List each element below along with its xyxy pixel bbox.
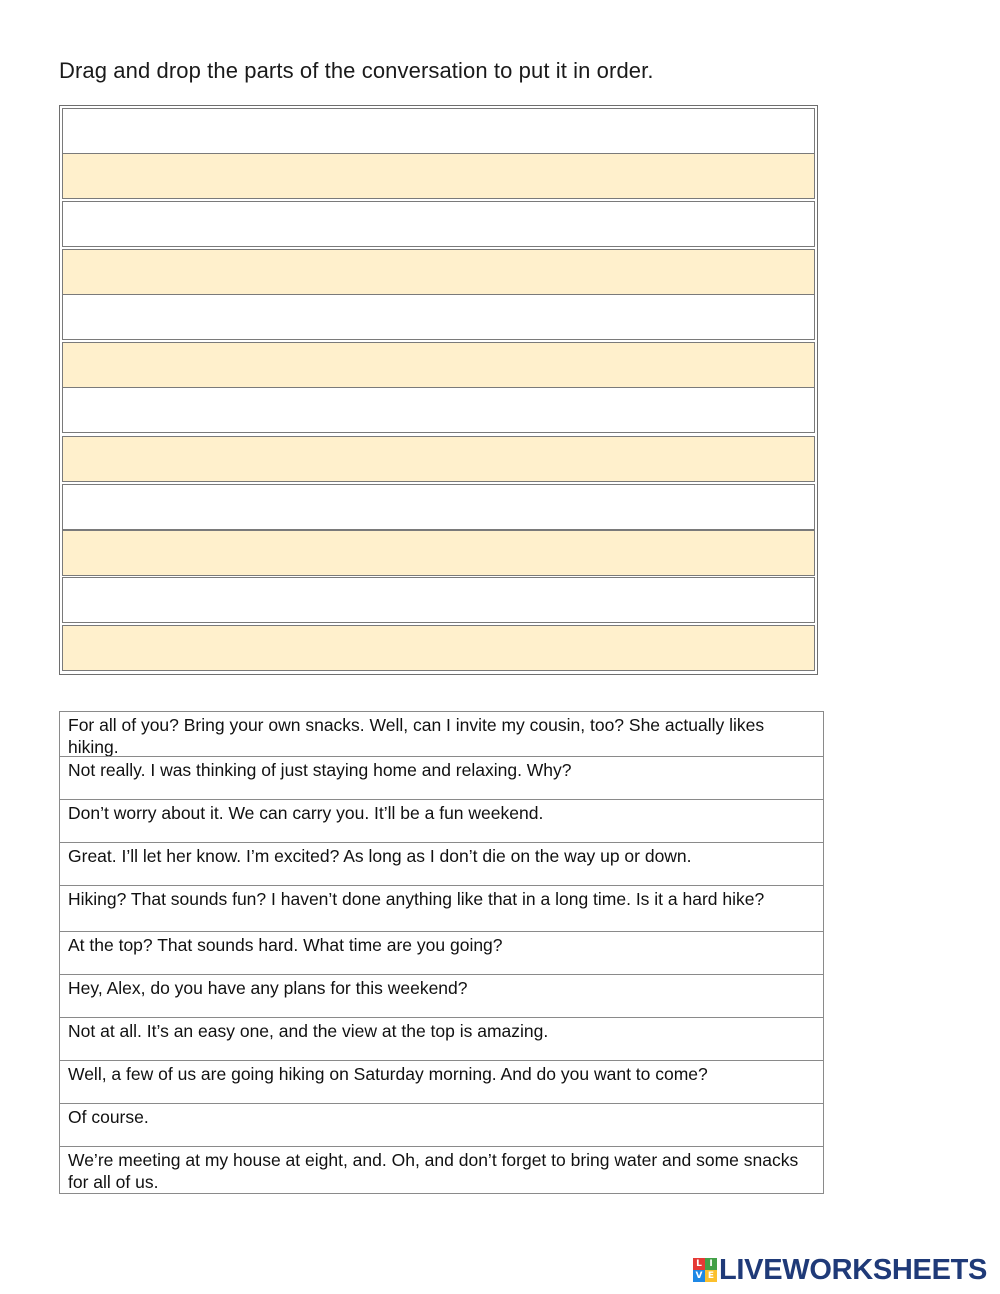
phrase-item[interactable]: For all of you? Bring your own snacks. Well, can I invite my cousin, too? She actually likes hiking. xyxy=(60,712,823,757)
liveworksheets-logo xyxy=(693,1255,987,1285)
phrase-item[interactable]: We’re meeting at my house at eight, and. Oh, and don’t forget to bring water and some snacks for all of us. xyxy=(60,1147,823,1194)
answer-slot[interactable] xyxy=(62,108,815,154)
answer-slot[interactable] xyxy=(62,577,815,623)
phrase-item[interactable]: Don’t worry about it. We can carry you. It’ll be a fun weekend. xyxy=(60,800,823,843)
answer-slot[interactable] xyxy=(62,294,815,340)
answer-slot[interactable] xyxy=(62,436,815,482)
answer-slot[interactable] xyxy=(62,387,815,433)
answer-slot[interactable] xyxy=(62,530,815,576)
phrase-bank xyxy=(59,711,824,1194)
instruction-text: Drag and drop the parts of the conversation to put it in order. xyxy=(59,58,654,83)
liveworksheets-logo-icon: L I V E xyxy=(693,1258,717,1282)
answer-slot[interactable] xyxy=(62,342,815,388)
phrase-item[interactable]: Hiking? That sounds fun? I haven’t done anything like that in a long time. Is it a hard hike? xyxy=(60,886,823,932)
phrase-item[interactable]: At the top? That sounds hard. What time are you going? xyxy=(60,932,823,975)
phrase-item[interactable]: Not really. I was thinking of just staying home and relaxing. Why? xyxy=(60,757,823,800)
answer-slot[interactable] xyxy=(62,484,815,530)
phrase-item[interactable]: Well, a few of us are going hiking on Saturday morning. And do you want to come? xyxy=(60,1061,823,1104)
answer-slot[interactable] xyxy=(62,153,815,199)
phrase-item[interactable]: Not at all. It’s an easy one, and the view at the top is amazing. xyxy=(60,1018,823,1061)
phrase-item[interactable]: Of course. xyxy=(60,1104,823,1147)
answer-slot[interactable] xyxy=(62,625,815,671)
answer-slot[interactable] xyxy=(62,249,815,295)
answer-slot[interactable] xyxy=(62,201,815,247)
phrase-item[interactable]: Great. I’ll let her know. I’m excited? As long as I don’t die on the way up or down. xyxy=(60,843,823,886)
logo-text: LIVEWORKSHEETS xyxy=(719,1253,988,1286)
phrase-item[interactable]: Hey, Alex, do you have any plans for this weekend? xyxy=(60,975,823,1018)
answer-slots-table xyxy=(59,105,818,675)
